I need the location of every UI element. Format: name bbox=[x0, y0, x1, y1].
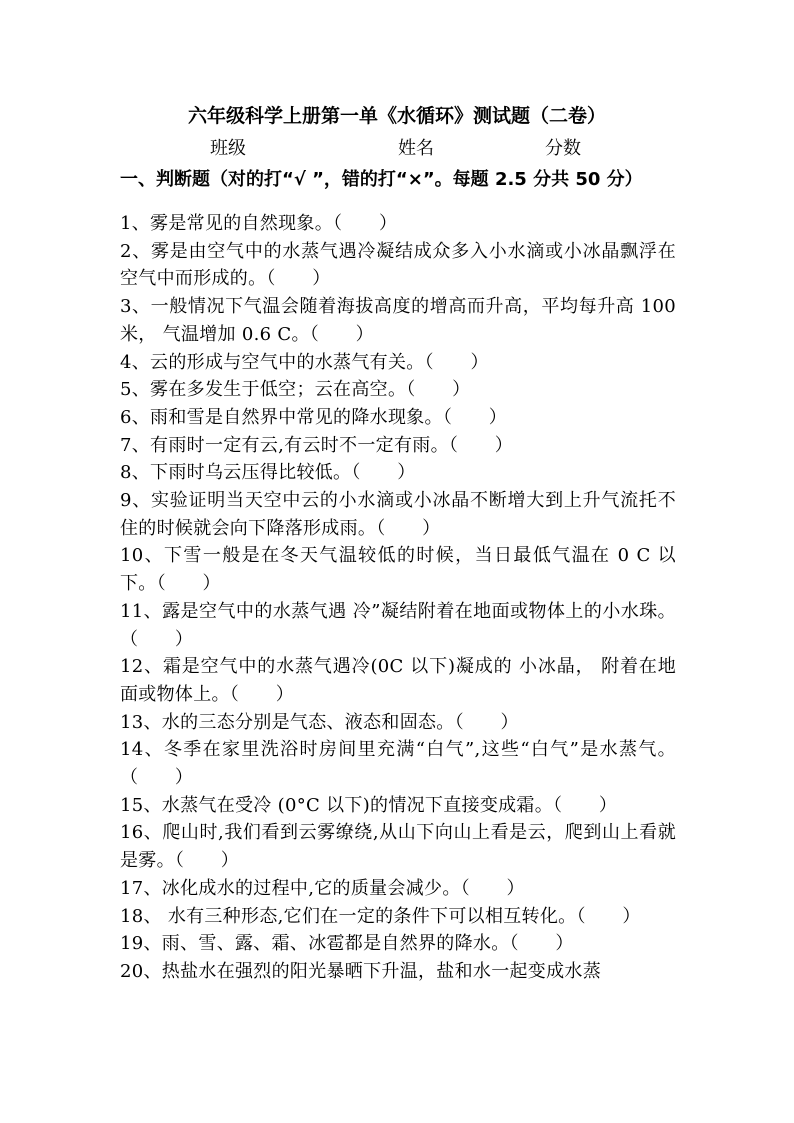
question-item: 17、冰化成水的过程中,它的质量会减少。（ ） bbox=[120, 877, 525, 899]
question-item: 20、热盐水在强烈的阳光暴晒下升温，盐和水一起变成水蒸 bbox=[120, 960, 602, 982]
document-title: 六年级科学上册第一单《水循环》测试题（二卷） bbox=[187, 105, 606, 127]
question-item: 19、雨、雪、露、霜、冰雹都是自然界的降水。（ ） bbox=[120, 933, 574, 955]
question-item: 12、霜是空气中的水蒸气遇冷(0C 以下)凝成的 小冰晶， 附着在地面或物体上。（ ） bbox=[120, 656, 676, 705]
question-item: 4、云的形成与空气中的水蒸气有关。（ ） bbox=[120, 351, 489, 373]
question-item: 7、有雨时一定有云,有云时不一定有雨。（ ） bbox=[120, 434, 514, 456]
question-item: 13、水的三态分别是气态、液态和固态。（ ） bbox=[120, 711, 519, 733]
question-list bbox=[120, 210, 676, 986]
question-item: 8、下雨时乌云压得比较低。（ ） bbox=[120, 462, 416, 484]
question-item: 15、水蒸气在受冷 (0°C 以下)的情况下直接变成霜。（ ） bbox=[120, 794, 618, 816]
question-item: 16、爬山时,我们看到云雾缭绕,从山下向山上看是云，爬到山上看就是雾。（ ） bbox=[120, 822, 676, 872]
question-item: 6、雨和雪是自然界中常见的降水现象。（ ） bbox=[120, 406, 508, 428]
section-heading: 一、判断题（对的打“√ ”，错的打“×”。每题 2.5 分共 50 分） bbox=[120, 169, 643, 190]
question-item: 2、雾是由空气中的水蒸气遇冷凝结成众多入小水滴或小冰晶飘浮在空气中而形成的。（ ） bbox=[120, 240, 676, 290]
question-item: 18、 水有三种形态,它们在一定的条件下可以相互转化。（ ） bbox=[120, 905, 641, 927]
question-item: 3、一般情况下气温会随着海拔高度的增高而升高，平均每升高 100 米， 气温增加 0.6 C。（ ） bbox=[120, 296, 676, 345]
score-label: 分数 bbox=[545, 138, 581, 159]
question-item: 9、实验证明当天空中云的小水滴或小冰晶不断增大到上升气流托不住的时候就会向下降落形成雨。（ ） bbox=[120, 490, 676, 539]
question-item: 14、冬季在家里洗浴时房间里充满“白气”,这些“白气”是水蒸气。（ ） bbox=[120, 739, 676, 789]
class-label: 班级 bbox=[210, 138, 246, 159]
name-label: 姓名 bbox=[398, 138, 434, 159]
question-item: 11、露是空气中的水蒸气遇 冷”凝结附着在地面或物体上的小水珠。（ ） bbox=[120, 600, 676, 650]
question-item: 5、雾在多发生于低空；云在高空。（ ） bbox=[120, 379, 471, 401]
question-item: 10、下雪一般是在冬天气温较低的时候，当日最低气温在 0 C 以下。（ ） bbox=[120, 545, 676, 595]
question-item: 1、雾是常见的自然现象。（ ） bbox=[120, 213, 398, 234]
student-info-row bbox=[0, 134, 794, 160]
